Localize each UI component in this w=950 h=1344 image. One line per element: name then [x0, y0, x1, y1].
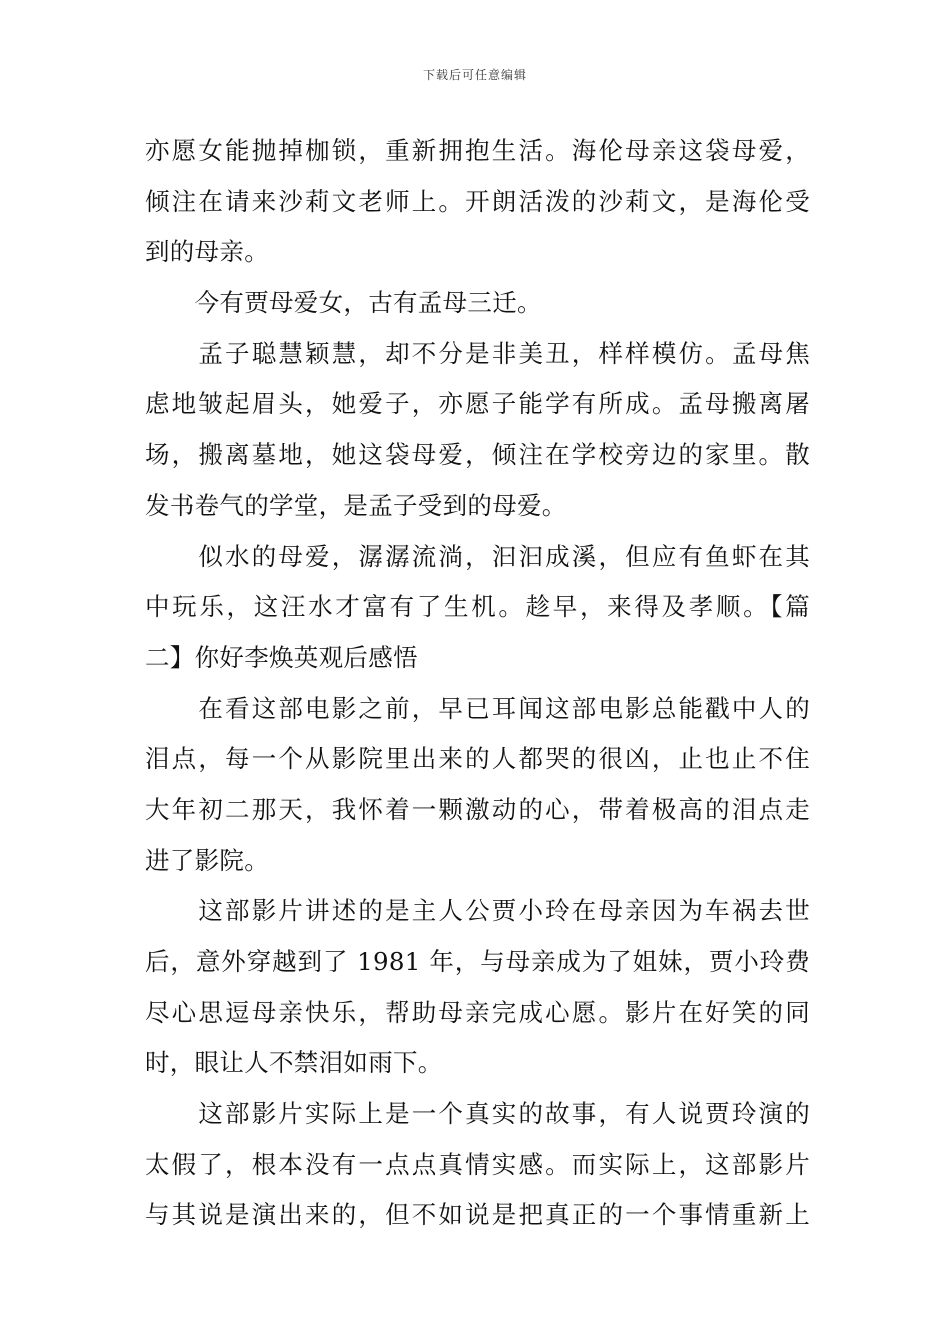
text-line: 时，眼让人不禁泪如雨下。 [145, 1048, 443, 1078]
text-line: 后，意外穿越到了 1981 年，与母亲成为了姐妹，贾小玲费 [145, 947, 810, 976]
text-line: 今有贾母爱女，古有孟母三迁。 [145, 288, 542, 318]
paragraph [145, 329, 810, 532]
page-header: 下载后可任意编辑 [422, 68, 527, 82]
text-line: 中玩乐，这汪水才富有了生机。趁早，来得及孝顺。【篇 [145, 592, 810, 622]
text-line: 在看这部电影之前，早已耳闻这部电影总能戳中人的 [145, 693, 810, 723]
paragraph [145, 126, 810, 278]
text-line: 孟子聪慧颖慧，却不分是非美丑，样样模仿。孟母焦 [145, 338, 810, 368]
text-line: 这部影片实际上是一个真实的故事，有人说贾玲演的 [145, 1099, 810, 1129]
text-line: 泪点，每一个从影院里出来的人都哭的很凶，止也止不住 [145, 744, 810, 774]
text-line: 与其说是演出来的，但不如说是把真正的一个事情重新上 [145, 1200, 810, 1230]
text-line: 大年初二那天，我怀着一颗激动的心，带着极高的泪点走 [145, 794, 810, 824]
text-line: 到的母亲。 [145, 237, 269, 267]
text-line: 亦愿女能抛掉枷锁，重新拥抱生活。海伦母亲这袋母爱， [145, 136, 810, 165]
paragraph [145, 1089, 810, 1241]
text-line: 二】你好李焕英观后感悟 [145, 642, 418, 672]
text-line: 倾注在请来沙莉文老师上。开朗活泼的沙莉文，是海伦受 [145, 186, 810, 216]
document-body [145, 126, 810, 1241]
paragraph [145, 886, 810, 1089]
text-line: 尽心思逗母亲快乐，帮助母亲完成心愿。影片在好笑的同 [145, 997, 810, 1027]
text-line: 进了影院。 [145, 845, 269, 875]
text-line: 太假了，根本没有一点点真情实感。而实际上，这部影片 [145, 1149, 810, 1179]
text-line: 场，搬离墓地，她这袋母爱，倾注在学校旁边的家里。散 [145, 440, 810, 470]
text-line: 虑地皱起眉头，她爱子，亦愿子能学有所成。孟母搬离屠 [145, 389, 810, 419]
paragraph [145, 278, 810, 329]
text-line: 似水的母爱，潺潺流淌，汩汩成溪，但应有鱼虾在其 [145, 541, 810, 571]
text-line: 发书卷气的学堂，是孟子受到的母爱。 [145, 490, 567, 520]
paragraph [145, 532, 810, 684]
text-line: 这部影片讲述的是主人公贾小玲在母亲因为车祸去世 [145, 896, 810, 926]
paragraph [145, 684, 810, 887]
